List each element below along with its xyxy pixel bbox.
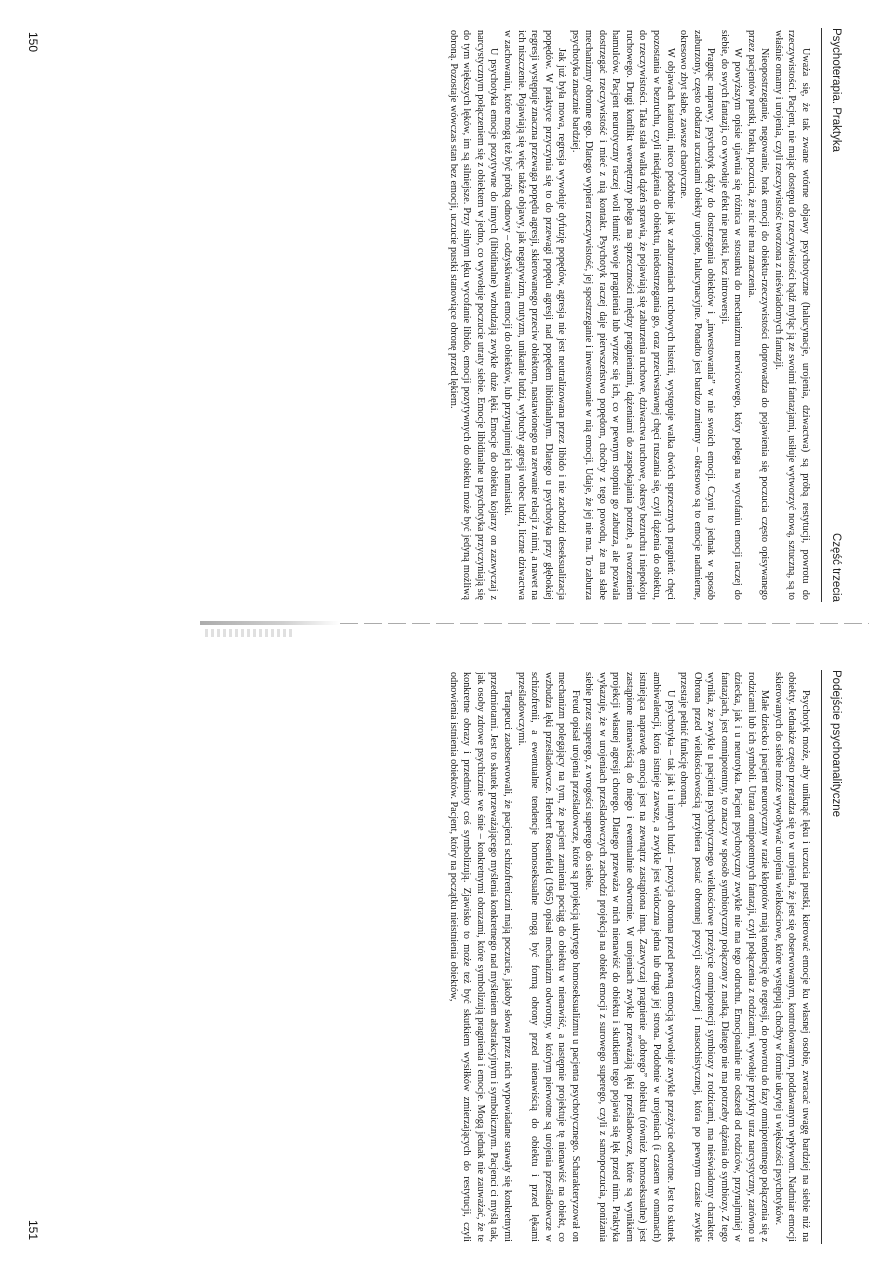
paragraph: Jak już była mowa, regresja wywołuje dyfuzję popędów, agresja nie jest neutralizowana przez libido i nie zachodzi deseksualizacja popędów. W praktyce przyczynia się to do przewagi popędu agresji nad popędem libidinalnym. Dlatego u psychotyka przy głębokiej regresji występuje znaczna przewaga popędu agresji, skierowanego przeciw obiektom, nastawionego na zerwanie relacji z nimi, a nawet na ich niszczenie. Pojawiają się więc także objawy, jak negatywizm, mutyzm, unikanie ludzi, wybuchy agresji wobec ludzi, liczne dziwactwa w zachowaniu, które mogą też być próbą odnowy – odzyskiwania emocji do obiektów, lub przynajmniej ich namiastki. [501, 30, 568, 600]
page-number: 150 [26, 32, 40, 53]
page-150 [18, 10, 848, 620]
scan-smudge [205, 629, 295, 637]
paragraph: Pragnąc naprawy, psychotyk dąży do dostrzegania obiektów i „inwestowania” w nie swoich emocji. Czyni to jednak w sposób zaburzony, często obdarza uczuciami obiekty urojone, halucynacyjne. Ponadto jest bardzo zmienny – okresowo są to emocje nadmierne, okresowo zbyt słabe, zawsze chaotyczne. [678, 30, 717, 600]
gutter-line [340, 623, 869, 624]
page-151 [18, 652, 848, 1262]
paragraph: Freud opisał urojenia prześladowcze, które są projekcją ukrytego homoseksualizmu u pacjenta psychotycznego. Scharakteryzował on mechanizm polegający na tym, że pacjent zamienia pociąg do obiektu w nienawiść, a następnie projektuje tę nienawiść na obiekt, co wzbudza lęki prześladowcze. Herbert Rosenfeld (1965) opisał mechanizm odwrotny, w którym pierwotne są urojenia prześladowcze w schizofrenii, a ewentualne tendencje homoseksualne mogą być formą obrony przed nienawiścią do obiektu i przed lękami prześladowczymi. [515, 672, 581, 1242]
paragraph: Psychotyk może, aby uniknąć lęku i uczucia pustki, kierować emocje ku własnej osobie, zwracać uwagę bardziej na siebie niż na obiekty. Jednakże często przeradza się to w urojenia, że jest się obserwowanym, kontrolowanym, poddawanym wpływom. Nadmiar emocji skierowanych do siebie może wywoływać urojenia wielkościowe, które występują choćby w formie ukrytej u większości psychotyków. [772, 672, 811, 1242]
paragraph: W powyższym opisie ujawnia się różnica w stosunku do mechanizmu nerwicowego, który polega na wycofaniu emocji raczej do siebie, do swych fantazji, co wywołuje efekt nie pustki, lecz introwersji. [718, 30, 744, 600]
running-head [821, 670, 848, 1244]
page-gutter [0, 617, 893, 639]
paragraph: U psychotyka – tak jak i u innych ludzi – pozycja obronna przed pewną emocją wywołuje zwykle przeżycie odwrotne. Jest to skutek ambiwalencji, która istnieje zawsze, a zwykle jest widoczna jedna lub druga jej strona. Podobnie w urojeniach (i czasem w omamach) istniejąca naprawdę emocja jest na zewnątrz zastąpiona inną. Zazwyczaj pragnienie „dobrego” obiektu (również homoseksualne) jest zastąpione nienawiścią do niego i ewentualnie odwrotnie. W urojeniach zwykle przeważają lęki prześladowcze, które są wynikiem projekcji własnej agresji chorego. Dlatego przeważa w nich nienawiść do obiektu i skutkiem tego pojawia się lęk przed nim. Praktyka wykazuje, że w urojeniach prześladowczych zachodzi projekcja na obiekt emocji z surowego superego, czyli z samopoczucia, poniżania siebie przez superego, z wrogości superego do siebie. [583, 672, 676, 1242]
paragraph: W objawach katatonii, nieco podobnie jak w zaburzeniach ruchowych histerii, występuje walka dwóch sprzecznych pragnień: chęci pozostania w bezruchu, czyli niedążenia do obiektu, niedostrzegania go, oraz przeciwstawnej chęci ruszania się, czyli dążenia do obiektu, do rzeczywistości. Taka stała walka dążeń sprawia, że pojawiają się zaburzenia ruchowe, dziwactwa ruchowe, okresy bezruchu i niepokoju ruchowego. Drugi konflikt wewnętrzny polega na sprzeczności między pragnieniami, dążeniami do zaspokajania potrzeb, a tworzeniem hamulców. Pacjent neurotyczny raczej woli tłumić swoje pragnienia lub wyrzec się ich, co w pewnym stopniu go zaburza, ale pozwala dostrzegać rzeczywistość i mieć z nią kontakt. Psychotyk raczej daje pierwszeństwo popędom, choćby z tego powodu, że ma słabe mechanizmy obronne ego. Dlatego wypiera rzeczywistość, jej spostrzeganie i inwestowanie w nią emocji. Udaje, że jej nie ma. To zaburza psychotyka znacznie bardziej. [569, 30, 676, 600]
paragraph: Terapeuci zaobserwowali, że pacjenci schizofreniczni mają poczucie, jakoby słowa przez nich wypowiadane stawały się konkretnymi przedmiotami. Jest to skutek przeważającego myślenia konkretnego nad myśleniem abstrakcyjnym i symbolicznym. Pacjenci ci myślą tak, jak osoby zdrowe psychicznie we śnie – konkretnymi obrazami, które symbolizują pragnienia i emocje. Mogą jednak nie zauważać, że te konkretne obrazy i przedmioty coś symbolizują. Zjawisko to może też być skutkiem wysiłków zmierzających do restytucji, czyli odnowienia istnienia obiektów. Pacjent, który na początku nieistnienia obiektów, [447, 672, 513, 1242]
scan-smudge [200, 621, 340, 625]
paragraph: Uważa się, że tak zwane wtórne objawy psychotyczne (halucynacje, urojenia, dziwactwa) są próbą restytucji, powrotu do rzeczywistości. Pacjent, nie mając dostępu do rzeczywistości bądź myląc ją ze swoimi fantazjami, usiłuje wytworzyć nową, sztuczną, są to właśnie omamy i urojenia, czyli rzeczywistość tworzona z nieświadomych fantazji. [772, 30, 811, 600]
body-text [64, 672, 812, 1242]
paragraph: Nieopostrzeganie, negowanie, brak emocji do obiektu-rzeczywistości doprowadza do pojawienia się poczucia często opisywanego przez pacjentów pustki, braku, poczucia, że nic nie ma znaczenia. [745, 30, 771, 600]
page-number: 151 [26, 1219, 40, 1240]
paragraph: Małe dziecko i pacjent neurotyczny w razie kłopotów mają tendencję do regresji, do powrotu do fazy omnipotentnego połączenia się z rodzicami lub ich symboli. Utrata omnipotentnych fantazji, czyli połączenia z rodzicami, wywołuje przykry uraz narcystyczny, zarówno u dziecka, jak i u neurotyka. Pacjent psychotyczny zwykle nie ma tego odruchu. Emocjonalnie nie odszedł od rodziców, przynajmniej w fantazjach, jest omnipotentny, to znaczy w sposób symbiotyczny połączony z matką. Dlatego nie ma potrzeby dążenia do symbiozy. Z tego wynika, że zwykle u pacjenta psychotycznego wielkościowe przeżycie omnipotencji symbiozy z rodzicami, ma nieświadomy charakter. Obrona przed wielkościowością przybiera postać obronnej pozycji ascetycznej i masochistycznej, która po pewnym czasie zwykle przestaje pełnić funkcję obronną. [678, 672, 771, 1242]
paragraph: U psychotyka emocje pozytywne do innych (libidinalne) wzbudzają zwykle duże lęki. Emocje do obiektu kojarzy on zazwyczaj z narcystycznym połączeniem się z obiektem w jedno, co wywołuje poczucie utraty siebie. Emocje libidinalne u psychotyka przyczyniają się do tym większych lęków, im są silniejsze. Przy silnym lęku wycofanie libido, emocji pozytywnych do obiektu może być jedyną możliwą obroną. Pozostaje wówczas stan bez emocji, uczucie pustki stanowiące obronę przed lękiem. [447, 30, 500, 600]
body-text [64, 30, 812, 600]
running-head [821, 28, 848, 602]
running-head-section: Podejście psychoanalityczne [830, 670, 842, 818]
running-head-section: Część trzecia [830, 532, 842, 602]
running-head-title: Psychoterapia. Praktyka [830, 28, 842, 153]
